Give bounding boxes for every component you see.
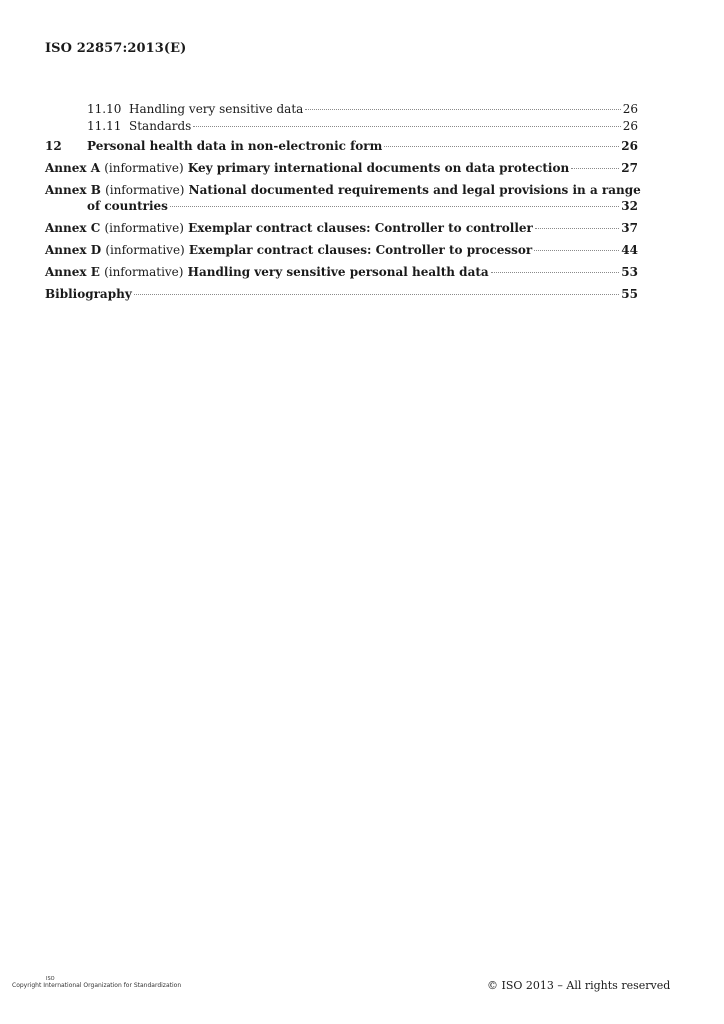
toc-entry-number: 12 bbox=[45, 139, 62, 153]
annex-kind: (informative) bbox=[104, 221, 184, 235]
toc-entry-title-continued: of countries bbox=[87, 199, 168, 213]
toc-entry-page: 32 bbox=[621, 199, 638, 213]
annex-label: Annex B bbox=[45, 183, 101, 197]
dot-leader bbox=[193, 125, 620, 127]
toc-entry-page: 53 bbox=[621, 265, 638, 279]
toc-entry-number: 11.11 bbox=[87, 119, 122, 133]
toc-entry-page: 44 bbox=[621, 243, 638, 257]
dot-leader bbox=[134, 293, 620, 295]
toc-entry-page: 55 bbox=[621, 287, 638, 301]
iso-mark: ISO bbox=[46, 976, 55, 982]
dot-leader bbox=[170, 205, 619, 207]
toc-entry-page: 37 bbox=[621, 221, 638, 235]
dot-leader bbox=[305, 108, 620, 110]
toc-entry-annex-b[interactable] bbox=[45, 182, 641, 214]
table-of-contents bbox=[45, 101, 641, 302]
annex-label: Annex E bbox=[45, 265, 100, 279]
toc-entry-page: 26 bbox=[621, 139, 638, 153]
dot-leader bbox=[491, 271, 620, 273]
toc-entry-annex-d[interactable] bbox=[45, 242, 638, 258]
dot-leader bbox=[571, 167, 619, 169]
dot-leader bbox=[534, 249, 619, 251]
toc-entry-page: 27 bbox=[621, 161, 638, 175]
toc-entry-annex-c[interactable] bbox=[45, 220, 638, 236]
document-header: ISO 22857:2013(E) bbox=[45, 41, 187, 56]
toc-entry-bibliography[interactable] bbox=[45, 286, 638, 302]
copyright-notice-small bbox=[12, 976, 181, 990]
copyright-text: Copyright International Organization for Standardization bbox=[12, 982, 182, 989]
dot-leader bbox=[535, 227, 619, 229]
toc-entry-title: Key primary international documents on data protection bbox=[187, 161, 570, 175]
toc-entry-title: Handling very sensitive personal health data bbox=[187, 265, 489, 279]
toc-entry-title: National documented requirements and legal provisions in a range bbox=[188, 183, 641, 197]
toc-entry-page: 26 bbox=[622, 102, 638, 116]
toc-entry-annex-e[interactable] bbox=[45, 264, 638, 280]
annex-label: Annex A bbox=[45, 161, 101, 175]
annex-kind: (informative) bbox=[104, 265, 184, 279]
toc-entry-title: Handling very sensitive data bbox=[129, 102, 304, 116]
toc-entry-annex-a[interactable] bbox=[45, 160, 638, 176]
toc-entry-title: Personal health data in non-electronic form bbox=[87, 139, 383, 153]
annex-kind: (informative) bbox=[105, 183, 185, 197]
toc-entry-number: 11.10 bbox=[87, 102, 122, 116]
copyright-footer: © ISO 2013 – All rights reserved bbox=[487, 979, 671, 992]
toc-entry-page: 26 bbox=[622, 119, 638, 133]
toc-entry-11-10[interactable] bbox=[45, 101, 638, 117]
annex-label: Annex C bbox=[45, 221, 101, 235]
annex-kind: (informative) bbox=[104, 161, 184, 175]
toc-entry-title: Standards bbox=[129, 119, 192, 133]
toc-entry-title: Exemplar contract clauses: Controller to processor bbox=[188, 243, 533, 257]
toc-entry-11-11[interactable] bbox=[45, 118, 638, 134]
toc-entry-title: Bibliography bbox=[45, 287, 132, 301]
toc-entry-title: Exemplar contract clauses: Controller to controller bbox=[188, 221, 533, 235]
annex-label: Annex D bbox=[45, 243, 102, 257]
toc-entry-12[interactable] bbox=[45, 138, 638, 154]
dot-leader bbox=[384, 145, 619, 147]
annex-kind: (informative) bbox=[105, 243, 185, 257]
